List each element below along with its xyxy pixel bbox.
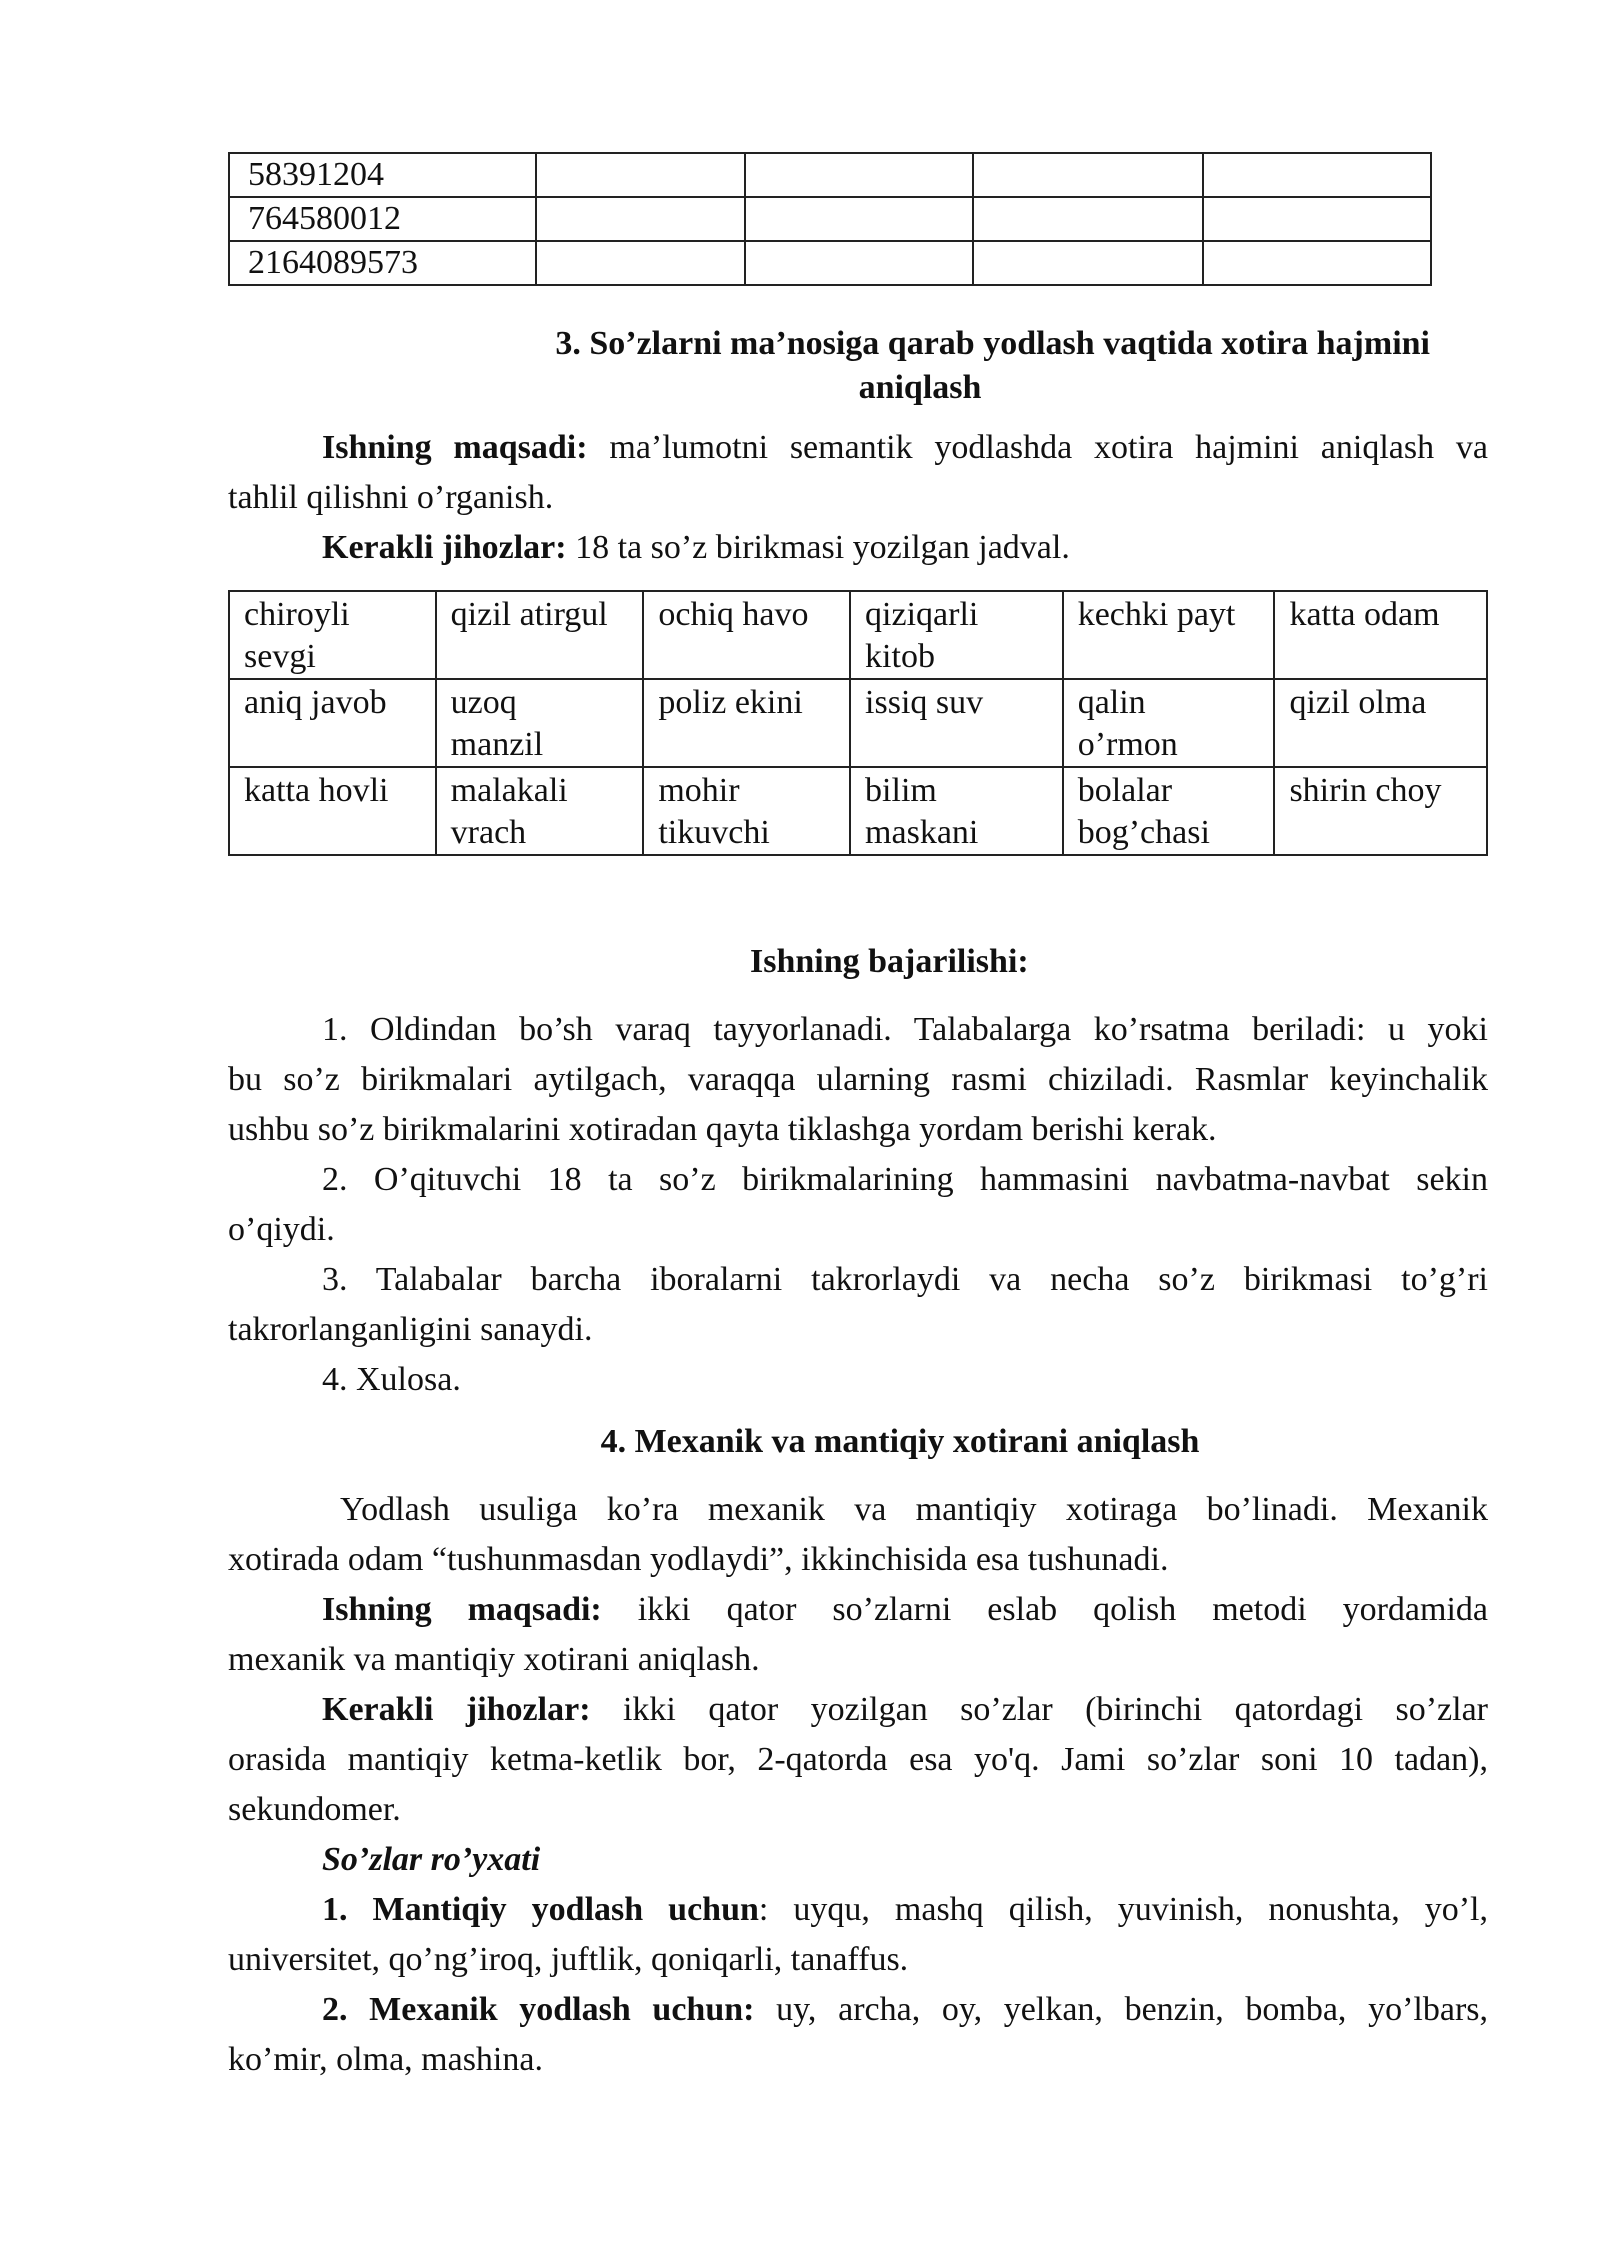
table-cell [436, 679, 644, 767]
section-4-goal-line2: mexanik va mantiqiy xotirani aniqlash. [228, 1641, 760, 1678]
goal-label: Ishning maqsadi: [322, 1591, 602, 1628]
cell-line: bog’chasi [1077, 814, 1210, 851]
section-3-title-line2: aniqlash [858, 369, 982, 406]
table-cell [1203, 153, 1431, 197]
table-cell [1063, 591, 1275, 679]
word-list-title [322, 1835, 540, 1885]
table-cell [1274, 767, 1487, 855]
table-cell [973, 197, 1203, 241]
cell-line: qizil atirgul [450, 596, 608, 633]
cell-line: chiroyli [244, 596, 350, 633]
table-cell [1063, 679, 1275, 767]
cell-line: maskani [865, 814, 979, 851]
table-cell [973, 153, 1203, 197]
section-4-intro-line1: Yodlash usuliga ko’ra mexanik va mantiqiy xotiraga bo’linadi. Mexanik [340, 1491, 1488, 1528]
table-cell [850, 591, 1063, 679]
cell-line: ochiq havo [658, 596, 809, 633]
table-cell [536, 241, 746, 285]
section-4-equipment-line1 [322, 1685, 1488, 1735]
table-row [229, 767, 1487, 855]
mechanical-list-text: uy, archa, oy, yelkan, benzin, bomba, yo’lbars, [754, 1991, 1488, 2028]
cell-line: kechki payt [1077, 596, 1236, 633]
table-row [229, 679, 1487, 767]
table-cell [850, 767, 1063, 855]
table-cell [745, 197, 973, 241]
procedure-step1-line1: 1. Oldindan bo’sh varaq tayyorlanadi. Talabalarga ko’rsatma beriladi: u yoki [322, 1011, 1488, 1048]
cell-line: aniq javob [244, 684, 387, 721]
equipment-label: Kerakli jihozlar: [322, 1691, 591, 1728]
cell-line: mohir [658, 772, 740, 809]
table-cell [643, 767, 850, 855]
cell-line: shirin choy [1289, 772, 1442, 809]
logical-list-line2: universitet, qo’ng’iroq, juftlik, qoniqarli, tanaffus. [228, 1941, 909, 1978]
section-3-title [340, 322, 1440, 410]
table-cell [745, 241, 973, 285]
mechanical-list-line1 [322, 1985, 1488, 2035]
table-cell [229, 767, 436, 855]
equipment-text: 18 ta so’z birikmasi yozilgan jadval. [566, 529, 1070, 566]
table-row [229, 241, 1431, 285]
mechanical-list-label: 2. Mexanik yodlash uchun: [322, 1991, 755, 2028]
cell-line: bilim [865, 772, 937, 809]
section-3-equipment [322, 523, 1070, 573]
procedure-step4: 4. Xulosa. [322, 1361, 461, 1398]
table-cell: 764580012 [229, 197, 536, 241]
logical-list-text: : uyqu, mashq qilish, yuvinish, nonushta, yo’l, [758, 1891, 1488, 1928]
numbers-table [228, 152, 1432, 286]
table-cell [850, 679, 1063, 767]
goal-text: ikki qator so’zlarni eslab qolish metodi yordamida [601, 1591, 1489, 1628]
cell-line: tikuvchi [658, 814, 770, 851]
table-cell [1274, 591, 1487, 679]
cell-line: poliz ekini [658, 684, 803, 721]
section-4-intro-line2: xotirada odam “tushunmasdan yodlaydi”, ikkinchisida esa tushunadi. [228, 1541, 1169, 1578]
table-cell [229, 591, 436, 679]
procedure-step2-line1: 2. O’qituvchi 18 ta so’z birikmalarining hammasini navbatma-navbat sekin [322, 1161, 1488, 1198]
section-4-equipment-line3: sekundomer. [228, 1791, 401, 1828]
cell-line: o’rmon [1077, 726, 1178, 763]
cell-line: qiziqarli [865, 596, 979, 633]
cell-line: qalin [1077, 684, 1146, 721]
cell-line: sevgi [244, 638, 316, 675]
word-list-title-text: So’zlar ro’yxati [322, 1841, 541, 1878]
cell-line: issiq suv [865, 684, 984, 721]
table-cell [1274, 679, 1487, 767]
cell-line: manzil [450, 726, 544, 763]
cell-line: katta hovli [244, 772, 389, 809]
table-cell [643, 679, 850, 767]
cell-line: bolalar [1077, 772, 1173, 809]
table-cell [745, 153, 973, 197]
table-cell [229, 679, 436, 767]
cell-line: katta odam [1289, 596, 1440, 633]
table-row [229, 591, 1487, 679]
cell-line: qizil olma [1289, 684, 1427, 721]
table-cell [973, 241, 1203, 285]
table-cell [643, 591, 850, 679]
table-cell: 58391204 [229, 153, 536, 197]
table-cell [436, 767, 644, 855]
procedure-step1-line3: ushbu so’z birikmalarini xotiradan qayta tiklashga yordam berishi kerak. [228, 1111, 1217, 1148]
section-4-title: 4. Mexanik va mantiqiy xotirani aniqlash [600, 1423, 1200, 1460]
table-cell [1063, 767, 1275, 855]
logical-list-label: 1. Mantiqiy yodlash uchun [322, 1891, 759, 1928]
procedure-step1-line2: bu so’z birikmalari aytilgach, varaqqa ularning rasmi chiziladi. Rasmlar keyinchalik [228, 1061, 1488, 1098]
section-4-equipment-line2: orasida mantiqiy ketma-ketlik bor, 2-qatorda esa yo'q. Jami so’zlar soni 10 tadan), [228, 1741, 1488, 1778]
goal-text: ma’lumotni semantik yodlashda xotira hajmini aniqlash va [587, 429, 1488, 466]
table-cell [536, 197, 746, 241]
cell-line: vrach [450, 814, 527, 851]
section-3-title-line1: 3. So’zlarni ma’nosiga qarab yodlash vaqtida xotira hajmini [555, 325, 1430, 362]
cell-line: kitob [865, 638, 935, 675]
procedure-step2-line2: o’qiydi. [228, 1211, 335, 1248]
table-cell [436, 591, 644, 679]
table-cell [1203, 241, 1431, 285]
procedure-step3-line1: 3. Talabalar barcha iboralarni takrorlaydi va necha so’z birikmasi to’g’ri [322, 1261, 1488, 1298]
goal-label: Ishning maqsadi: [322, 429, 588, 466]
procedure-step3-line2: takrorlanganligini sanaydi. [228, 1311, 593, 1348]
table-row [229, 153, 1431, 197]
section-3-goal-line1 [322, 423, 1488, 473]
table-row [229, 197, 1431, 241]
logical-list-line1 [322, 1885, 1488, 1935]
equipment-text: ikki qator yozilgan so’zlar (birinchi qatordagi so’zlar [590, 1691, 1488, 1728]
equipment-label: Kerakli jihozlar: [322, 529, 567, 566]
section-4-goal-line1 [322, 1585, 1488, 1635]
cell-line: malakali [450, 772, 568, 809]
section-3-goal-line2: tahlil qilishni o’rganish. [228, 479, 554, 516]
cell-line: uzoq [450, 684, 517, 721]
procedure-title: Ishning bajarilishi: [750, 943, 1029, 980]
table-cell [1203, 197, 1431, 241]
mechanical-list-line2: ko’mir, olma, mashina. [228, 2041, 543, 2078]
table-cell [536, 153, 746, 197]
word-combinations-table [228, 590, 1488, 856]
table-cell: 2164089573 [229, 241, 536, 285]
